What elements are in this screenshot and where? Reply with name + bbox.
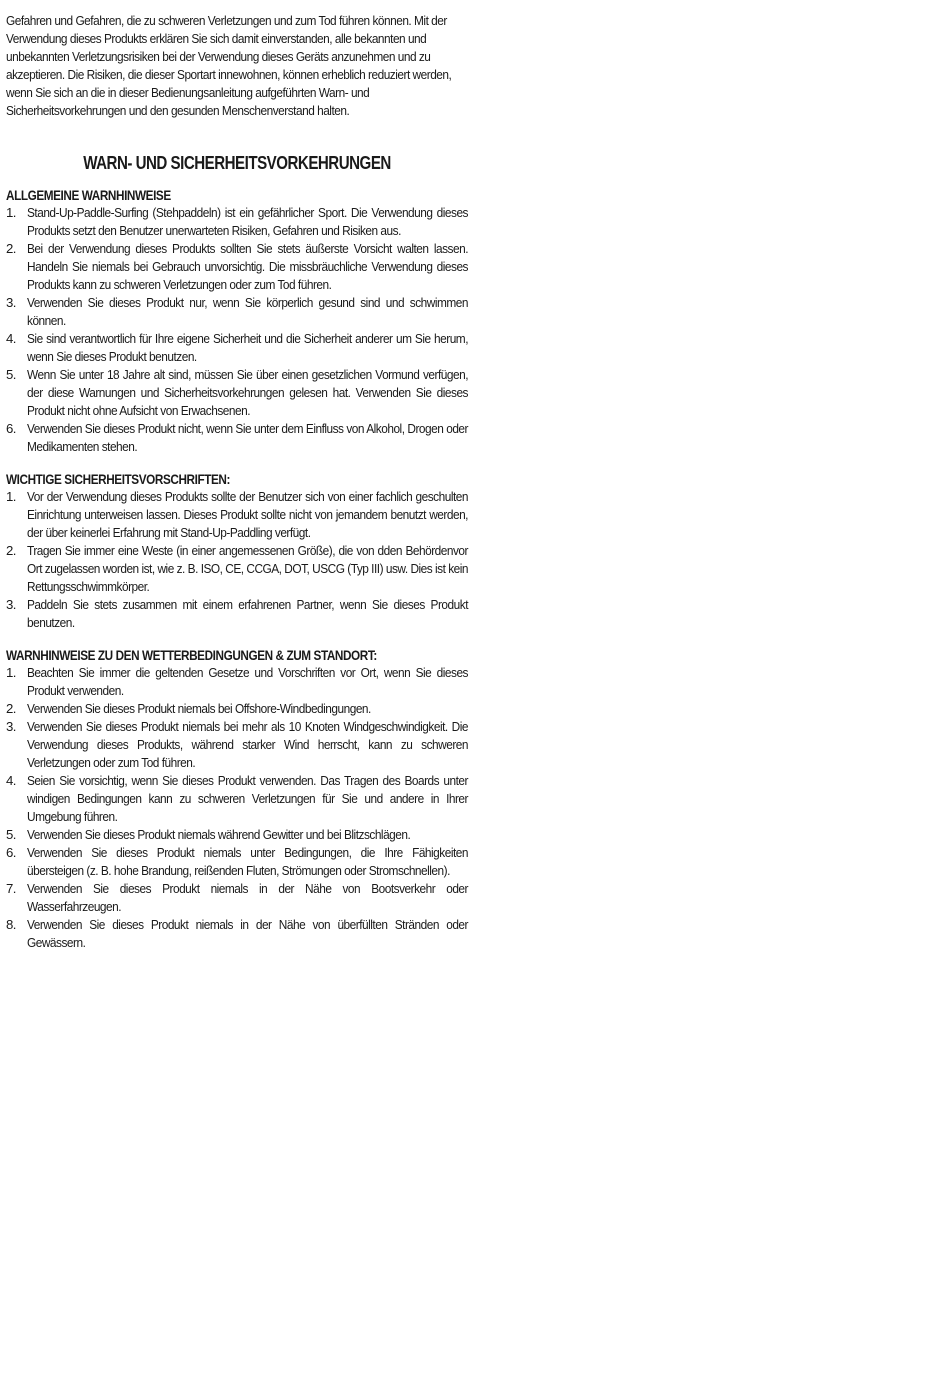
item-number: 1.: [6, 489, 16, 504]
item-number: 5.: [6, 827, 16, 842]
weather-list: [6, 664, 468, 952]
list-item: [6, 880, 468, 916]
list-item: [6, 596, 468, 632]
item-text: Bei der Verwendung dieses Produkts sollten Sie stets äußerste Vorsicht walten lassen. Handeln Sie niemals bei Gebrauch unvorsichtig. Die missbräuchliche Verwendung dieses Produkts kann zu schweren Verletzungen oder zum Tod führen.: [27, 241, 468, 292]
list-item: [6, 664, 468, 700]
item-text: Verwenden Sie dieses Produkt nicht, wenn Sie unter dem Einfluss von Alkohol, Drogen oder Medikamenten stehen.: [27, 421, 468, 454]
item-text: Tragen Sie immer eine Weste (in einer angemessenen Größe), die von dden Behördenvor Ort zugelassen worden ist, wie z. B. ISO, CE, CCGA, DOT, USCG (Typ III) usw. Dies ist kein Rettungsschwimmkörper.: [27, 543, 468, 594]
item-number: 7.: [6, 881, 16, 896]
section-general-warnings: [6, 186, 468, 456]
list-item: [6, 366, 468, 420]
item-number: 5.: [6, 367, 16, 382]
item-text: Verwenden Sie dieses Produkt niemals unter Bedingungen, die Ihre Fähigkeiten übersteigen (z. B. hohe Brandung, reißenden Fluten, Strömungen oder Stromschnellen).: [27, 845, 468, 878]
list-item: [6, 420, 468, 456]
list-item: [6, 488, 468, 542]
safety-list: [6, 488, 468, 632]
item-number: 6.: [6, 845, 16, 860]
section-heading: WARNHINWEISE ZU DEN WETTERBEDINGUNGEN & ZUM STANDORT:: [6, 647, 377, 663]
list-item: [6, 330, 468, 366]
list-item: [6, 700, 468, 718]
list-item: [6, 240, 468, 294]
item-number: 4.: [6, 331, 16, 346]
item-number: 1.: [6, 665, 16, 680]
item-number: 3.: [6, 597, 16, 612]
list-item: [6, 294, 468, 330]
item-number: 1.: [6, 205, 16, 220]
item-text: Verwenden Sie dieses Produkt niemals bei mehr als 10 Knoten Windgeschwindigkeit. Die Verwendung dieses Produkts, während starker Wind herrscht, kann zu schweren Verletzungen oder zum Tod führen.: [27, 719, 468, 770]
item-text: Stand-Up-Paddle-Surfing (Stehpaddeln) ist ein gefährlicher Sport. Die Verwendung dieses Produkts setzt den Benutzer unerwarteten Risiken, Gefahren und Risiken aus.: [27, 205, 468, 238]
item-text: Verwenden Sie dieses Produkt niemals in der Nähe von Bootsverkehr oder Wasserfahrzeugen.: [27, 881, 468, 914]
item-number: 2.: [6, 241, 16, 256]
intro-paragraph: Gefahren und Gefahren, die zu schweren Verletzungen und zum Tod führen können. Mit der Verwendung dieses Produkts erklären Sie sich damit einverstanden, alle bekannten und unbekannten Verletzungsrisiken bei der Verwendung dieses Geräts anzunehmen und zu akzeptieren. Die Risiken, die dieser Sportart innewohnen, können erheblich reduziert werden, wenn Sie sich an die in dieser Bedienungsanleitung aufgeführten Warn- und Sicherheitsvorkehrungen und den gesunden Menschenverstand halten.: [6, 13, 452, 118]
item-number: 2.: [6, 701, 16, 716]
item-number: 3.: [6, 295, 16, 310]
item-text: Sie sind verantwortlich für Ihre eigene Sicherheit und die Sicherheit anderer um Sie herum, wenn Sie dieses Produkt benutzen.: [27, 331, 468, 364]
manual-page: [6, 12, 468, 966]
section-weather-location: [6, 646, 468, 952]
item-number: 2.: [6, 543, 16, 558]
list-item: [6, 826, 468, 844]
section-safety-rules: [6, 470, 468, 632]
list-item: [6, 844, 468, 880]
list-item: [6, 772, 468, 826]
item-text: Wenn Sie unter 18 Jahre alt sind, müssen Sie über einen gesetzlichen Vormund verfügen, der diese Warnungen und Sicherheitsvorkehrungen gelesen hat. Verwenden Sie dieses Produkt nicht ohne Aufsicht von Erwachsenen.: [27, 367, 468, 418]
section-heading: WICHTIGE SICHERHEITSVORSCHRIFTEN:: [6, 471, 230, 487]
item-number: 3.: [6, 719, 16, 734]
page-title: WARN- UND SICHERHEITSVORKEHRUNGEN: [83, 153, 391, 173]
item-text: Seien Sie vorsichtig, wenn Sie dieses Produkt verwenden. Das Tragen des Boards unter windigen Bedingungen kann zu schweren Verletzungen für Sie und andere in Ihrer Umgebung führen.: [27, 773, 468, 824]
item-number: 8.: [6, 917, 16, 932]
item-text: Verwenden Sie dieses Produkt niemals während Gewitter und bei Blitzschlägen.: [27, 827, 411, 842]
list-item: [6, 542, 468, 596]
section-heading: ALLGEMEINE WARNHINWEISE: [6, 187, 171, 203]
list-item: [6, 204, 468, 240]
item-text: Beachten Sie immer die geltenden Gesetze und Vorschriften vor Ort, wenn Sie dieses Produkt verwenden.: [27, 665, 468, 698]
item-text: Paddeln Sie stets zusammen mit einem erfahrenen Partner, wenn Sie dieses Produkt benutzen.: [27, 597, 468, 630]
item-text: Verwenden Sie dieses Produkt niemals bei Offshore-Windbedingungen.: [27, 701, 371, 716]
item-text: Vor der Verwendung dieses Produkts sollte der Benutzer sich von einer fachlich geschulten Einrichtung unterweisen lassen. Dieses Produkt sollte nicht von jemandem benutzt werden, der über keinerlei Erfahrung mit Stand-Up-Paddling verfügt.: [27, 489, 468, 540]
item-number: 6.: [6, 421, 16, 436]
item-number: 4.: [6, 773, 16, 788]
list-item: [6, 916, 468, 952]
item-text: Verwenden Sie dieses Produkt niemals in der Nähe von überfüllten Stränden oder Gewässern.: [27, 917, 468, 950]
item-text: Verwenden Sie dieses Produkt nur, wenn Sie körperlich gesund sind und schwimmen können.: [27, 295, 468, 328]
warning-list: [6, 204, 468, 456]
list-item: [6, 718, 468, 772]
